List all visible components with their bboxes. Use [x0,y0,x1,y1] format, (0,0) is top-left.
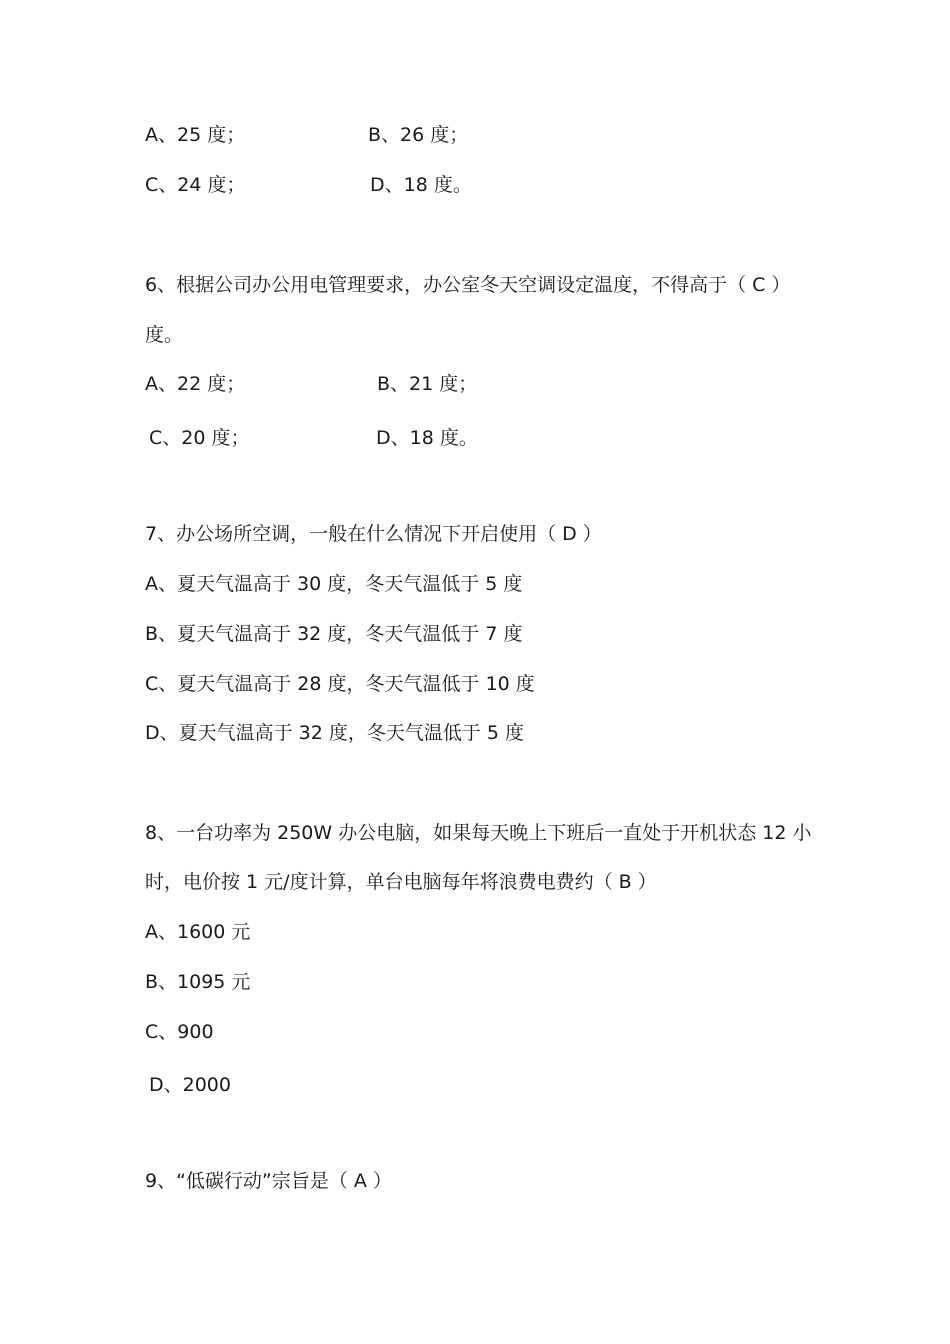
q7-option-b: B、夏天气温高于 32 度，冬天气温低于 7 度 [145,623,523,645]
q6-question-line2: 度。 [145,324,184,346]
q6-option-c: C、20 度； [149,427,250,449]
q8-option-b: B、1095 元 [145,971,251,993]
q6-question-line1: 6、根据公司办公用电管理要求，办公室冬天空调设定温度，不得高于（ C ） [145,274,791,296]
q7-question: 7、办公场所空调，一般在什么情况下开启使用（ D ） [145,523,602,545]
q9-question: 9、“低碳行动”宗旨是（ A ） [145,1170,392,1192]
q8-option-d: D、2000 [149,1074,231,1096]
q5-option-d: D、18 度。 [370,174,472,196]
q6-option-d: D、18 度。 [376,427,478,449]
q8-question-line2: 时，电价按 1 元/度计算，单台电脑每年将浪费电费约（ B ） [145,871,657,893]
q5-option-a: A、25 度； [145,124,246,146]
q5-option-b: B、26 度； [368,124,469,146]
q7-option-d: D、夏天气温高于 32 度，冬天气温低于 5 度 [145,722,525,744]
q6-option-a: A、22 度； [145,373,246,395]
q8-option-c: C、900 [145,1021,214,1043]
q5-option-c: C、24 度； [145,174,246,196]
q8-option-a: A、1600 元 [145,921,251,943]
q7-option-c: C、夏天气温高于 28 度，冬天气温低于 10 度 [145,673,535,695]
q7-option-a: A、夏天气温高于 30 度，冬天气温低于 5 度 [145,573,523,595]
q6-option-b: B、21 度； [377,373,478,395]
q8-question-line1: 8、一台功率为 250W 办公电脑，如果每天晚上下班后一直处于开机状态 12 小 [145,822,812,844]
